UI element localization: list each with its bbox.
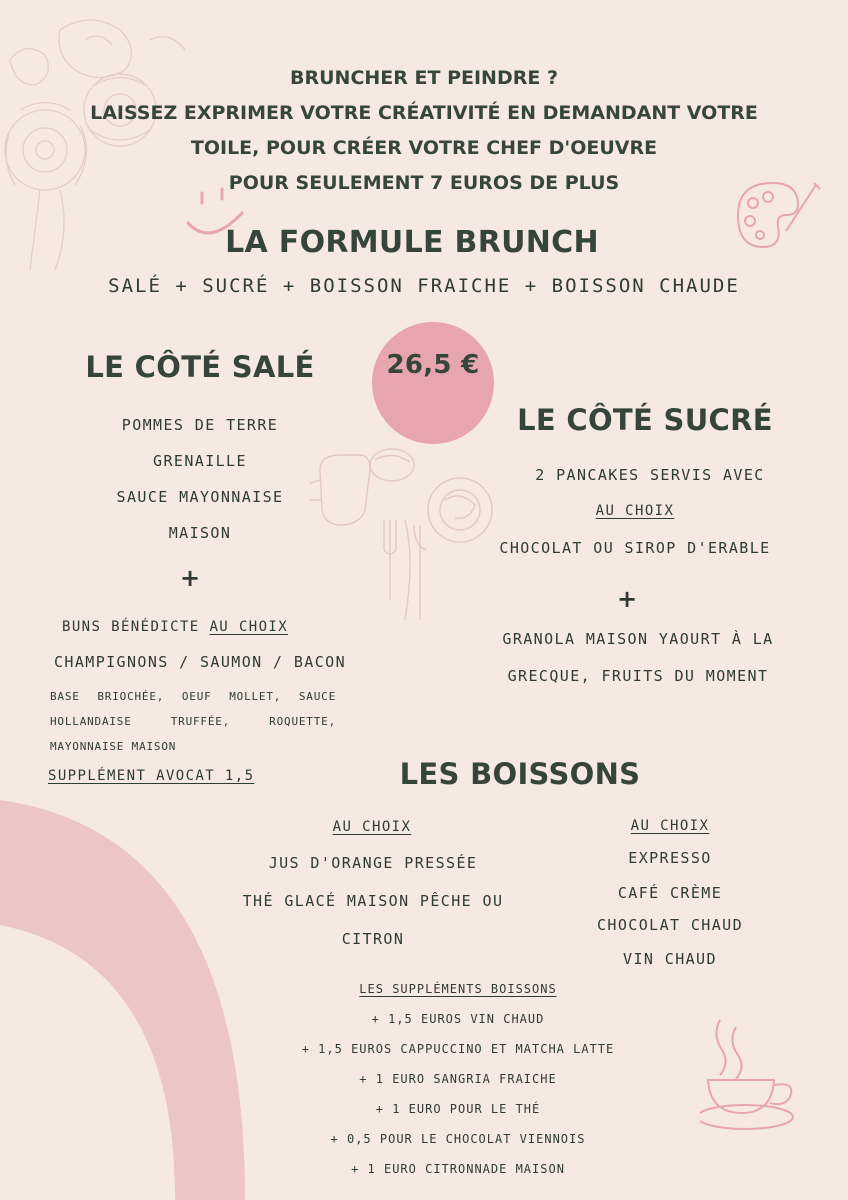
hot-drink-1: EXPRESSO xyxy=(628,849,712,867)
promo-line-3: TOILE, POUR CRÉER VOTRE CHEF D'OEUVRE xyxy=(190,137,658,159)
sale-title: LE CÔTÉ SALÉ xyxy=(85,350,315,384)
boissons-title: LES BOISSONS xyxy=(399,757,641,791)
buns-desc-2: HOLLANDAISE TRUFFÉE, ROQUETTE, xyxy=(50,715,336,728)
promo-line-4: POUR SEULEMENT 7 EUROS DE PLUS xyxy=(228,172,620,194)
supplements-title: LES SUPPLÉMENTS BOISSONS xyxy=(359,982,557,996)
buns-label: BUNS BÉNÉDICTE xyxy=(62,619,200,635)
hot-drink-3: CHOCOLAT CHAUD xyxy=(596,916,744,934)
supplement-4: + 1 EURO POUR LE THÉ xyxy=(375,1102,541,1116)
sale-plus: + xyxy=(179,564,201,592)
sucre-plus: + xyxy=(616,585,638,613)
supplement-6: + 1 EURO CITRONNADE MAISON xyxy=(351,1162,565,1176)
formula-title: LA FORMULE BRUNCH xyxy=(225,225,599,260)
hot-drink-2: CAFÉ CRÈME xyxy=(617,884,723,902)
supplement-3: + 1 EURO SANGRIA FRAICHE xyxy=(359,1072,557,1086)
buns-choice: AU CHOIX xyxy=(209,619,289,635)
hot-drink-4: VIN CHAUD xyxy=(623,950,717,968)
cold-choice: AU CHOIX xyxy=(332,819,412,835)
sucre-title: LE CÔTÉ SUCRÉ xyxy=(517,403,773,437)
supplement-1: + 1,5 EUROS VIN CHAUD xyxy=(371,1012,545,1026)
price-label: 26,5 € xyxy=(386,350,480,380)
price-circle xyxy=(372,322,494,444)
sale-item-3: SAUCE MAYONNAISE xyxy=(116,488,284,506)
supplement-2: + 1,5 EUROS CAPPUCCINO ET MATCHA LATTE xyxy=(301,1042,615,1056)
coffee-cup-icon xyxy=(700,1015,810,1135)
sale-item-1: POMMES DE TERRE xyxy=(121,416,279,434)
sucre-item-3: GRANOLA MAISON YAOURT À LA xyxy=(502,630,774,648)
supplement-5: + 0,5 POUR LE CHOCOLAT VIENNOIS xyxy=(330,1132,586,1146)
hot-choice: AU CHOIX xyxy=(630,818,710,834)
promo-line-1: BRUNCHER ET PEINDRE ? xyxy=(290,67,558,89)
cold-drink-1: JUS D'ORANGE PRESSÉE xyxy=(268,854,478,872)
sucre-item-4: GRECQUE, FRUITS DU MOMENT xyxy=(507,667,769,685)
avocado-supplement: SUPPLÉMENT AVOCAT 1,5 xyxy=(48,768,255,784)
sale-item-2: GRENAILLE xyxy=(153,452,247,470)
buns-options: CHAMPIGNONS / SAUMON / BACON xyxy=(53,653,347,671)
sucre-item-1: 2 PANCAKES SERVIS AVEC xyxy=(535,466,765,484)
buns-desc-1: BASE BRIOCHÉE, OEUF MOLLET, SAUCE xyxy=(50,690,336,703)
formula-subtitle: SALÉ + SUCRÉ + BOISSON FRAICHE + BOISSON CHAUDE xyxy=(108,275,740,297)
sucre-choice: AU CHOIX xyxy=(595,503,675,519)
sucre-item-2: CHOCOLAT OU SIROP D'ERABLE xyxy=(499,539,771,557)
cold-drink-3: CITRON xyxy=(341,930,405,948)
promo-line-2: LAISSEZ EXPRIMER VOTRE CRÉATIVITÉ EN DEMANDANT VOTRE xyxy=(90,102,758,124)
buns-desc-3: MAYONNAISE MAISON xyxy=(50,740,177,753)
sale-item-4: MAISON xyxy=(168,524,232,542)
buns-line xyxy=(62,619,288,635)
cold-drink-2: THÉ GLACÉ MAISON PÊCHE OU xyxy=(242,892,504,910)
